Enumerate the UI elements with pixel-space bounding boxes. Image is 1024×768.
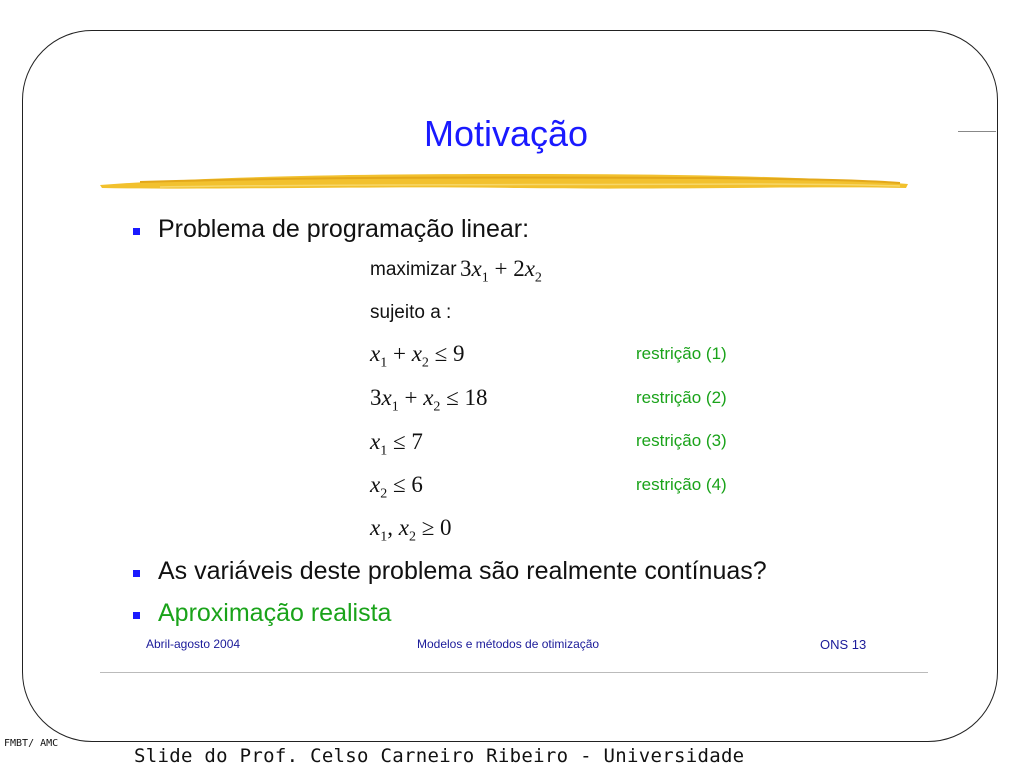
bullet-marker bbox=[133, 570, 140, 577]
nonnegativity-expression: $x_1$, $x_2 \ge 0$ bbox=[370, 515, 452, 545]
corner-tag: FMBT/ AMC bbox=[4, 738, 59, 749]
constraint-4-expression: $x_2 \le 6$ bbox=[370, 472, 423, 502]
subject-to-label: sujeito a : bbox=[370, 302, 452, 323]
bullet-marker bbox=[133, 612, 140, 619]
bullet-text: As variáveis deste problema são realmente contínuas? bbox=[158, 557, 767, 585]
constraint-3-expression: $x_1 \le 7$ bbox=[370, 429, 423, 459]
brush-stroke-divider bbox=[100, 166, 908, 194]
constraint-1-label: restrição (1) bbox=[636, 344, 727, 363]
frame-divider-line bbox=[958, 131, 996, 132]
bullet-marker bbox=[133, 228, 140, 235]
footer-divider bbox=[100, 672, 928, 673]
objective-word: maximizar bbox=[370, 259, 457, 280]
constraint-2-label: restrição (2) bbox=[636, 388, 727, 407]
constraint-4-label: restrição (4) bbox=[636, 475, 727, 494]
constraint-3-label: restrição (3) bbox=[636, 431, 727, 450]
footer-slide-number: ONS 13 bbox=[820, 637, 867, 652]
bullet-text-highlight: Aproximação realista bbox=[158, 599, 392, 627]
footer-date: Abril-agosto 2004 bbox=[146, 637, 241, 651]
bullet-text: Problema de programação linear: bbox=[158, 215, 530, 243]
footer-course: Modelos e métodos de otimização bbox=[417, 637, 600, 651]
objective-expression: $3x_1 + 2x_2$ bbox=[460, 256, 542, 286]
slide-title bbox=[424, 113, 588, 155]
constraint-2-expression: $3x_1 + x_2 \le 18$ bbox=[370, 385, 488, 415]
slide-title-text: Motivação bbox=[424, 113, 589, 154]
constraint-1-expression: $x_1 + x_2 \le 9$ bbox=[370, 341, 465, 371]
page-caption: Slide do Prof. Celso Carneiro Ribeiro - Universidade bbox=[134, 745, 745, 767]
